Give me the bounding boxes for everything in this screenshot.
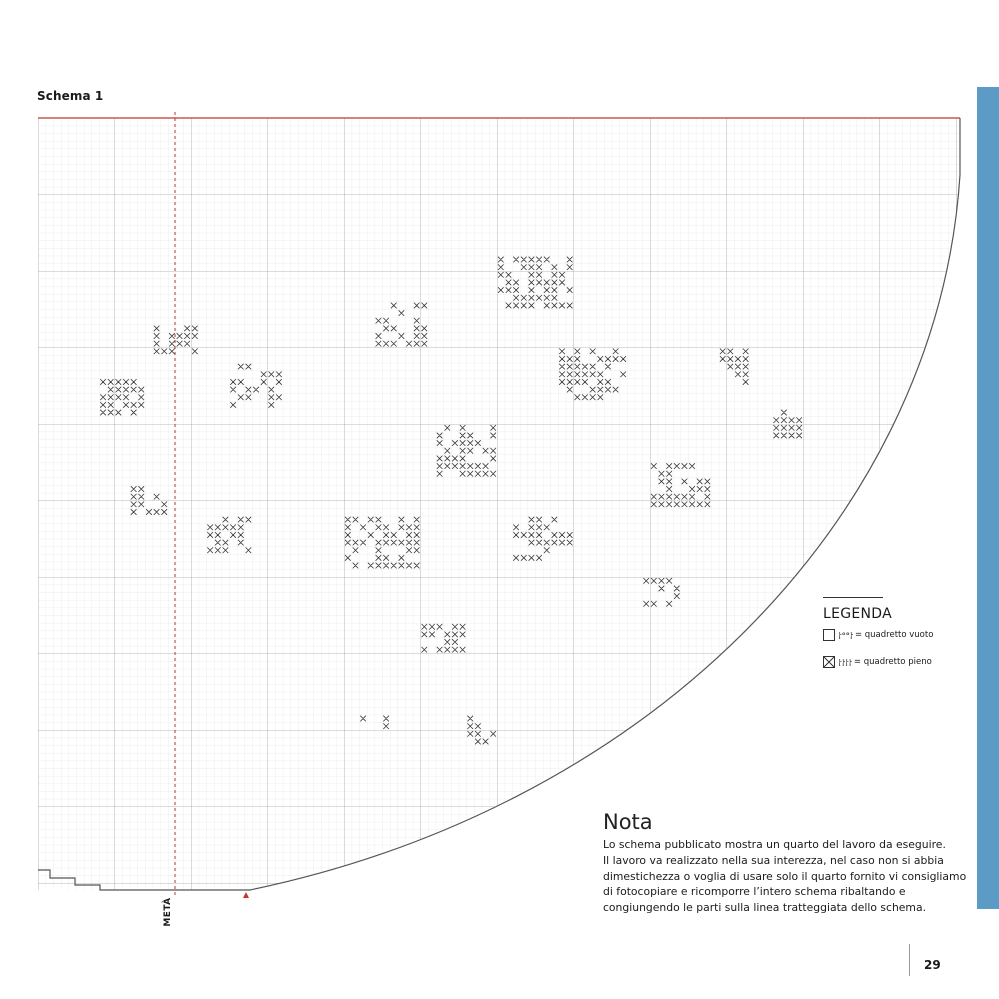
schema-title: Schema 1 bbox=[37, 89, 104, 103]
center-line-label: METÀ bbox=[163, 897, 173, 927]
filled-square-icon bbox=[823, 656, 835, 668]
empty-stitch-symbol: ⸷°°⸷ bbox=[838, 631, 853, 642]
note-block bbox=[603, 810, 975, 916]
legend-empty-text: = quadretto vuoto bbox=[854, 630, 934, 640]
legend-filled-text: = quadretto pieno bbox=[853, 657, 932, 667]
note-line: Lo schema pubblicato mostra un quarto del lavoro da eseguire. bbox=[603, 838, 946, 851]
legend-rule bbox=[823, 597, 883, 598]
filled-stitch-symbol: ⸷⸷⸷⸷ bbox=[838, 658, 852, 669]
note-line: di fotocopiare e ricomporre l’intero schema ribaltando e bbox=[603, 885, 906, 899]
note-title: Nota bbox=[603, 810, 653, 834]
folio-divider bbox=[909, 944, 910, 976]
legend-filled-row bbox=[823, 655, 983, 669]
note-line: dimestichezza o voglia di usare solo il quarto fornito vi consigliamo bbox=[603, 869, 967, 883]
note-line: congiungendo le parti sulla linea tratteggiata dello schema. bbox=[603, 901, 926, 915]
legend-empty-row bbox=[823, 628, 983, 642]
half-marker-icon bbox=[243, 892, 249, 898]
empty-square-icon bbox=[823, 629, 835, 641]
note-line: Il lavoro va realizzato nella sua interezza, nel caso non si abbia bbox=[603, 853, 944, 867]
legend-title: LEGENDA bbox=[823, 606, 893, 622]
chart-grid bbox=[38, 118, 960, 890]
legend bbox=[823, 597, 983, 682]
page-number: 29 bbox=[924, 958, 941, 972]
